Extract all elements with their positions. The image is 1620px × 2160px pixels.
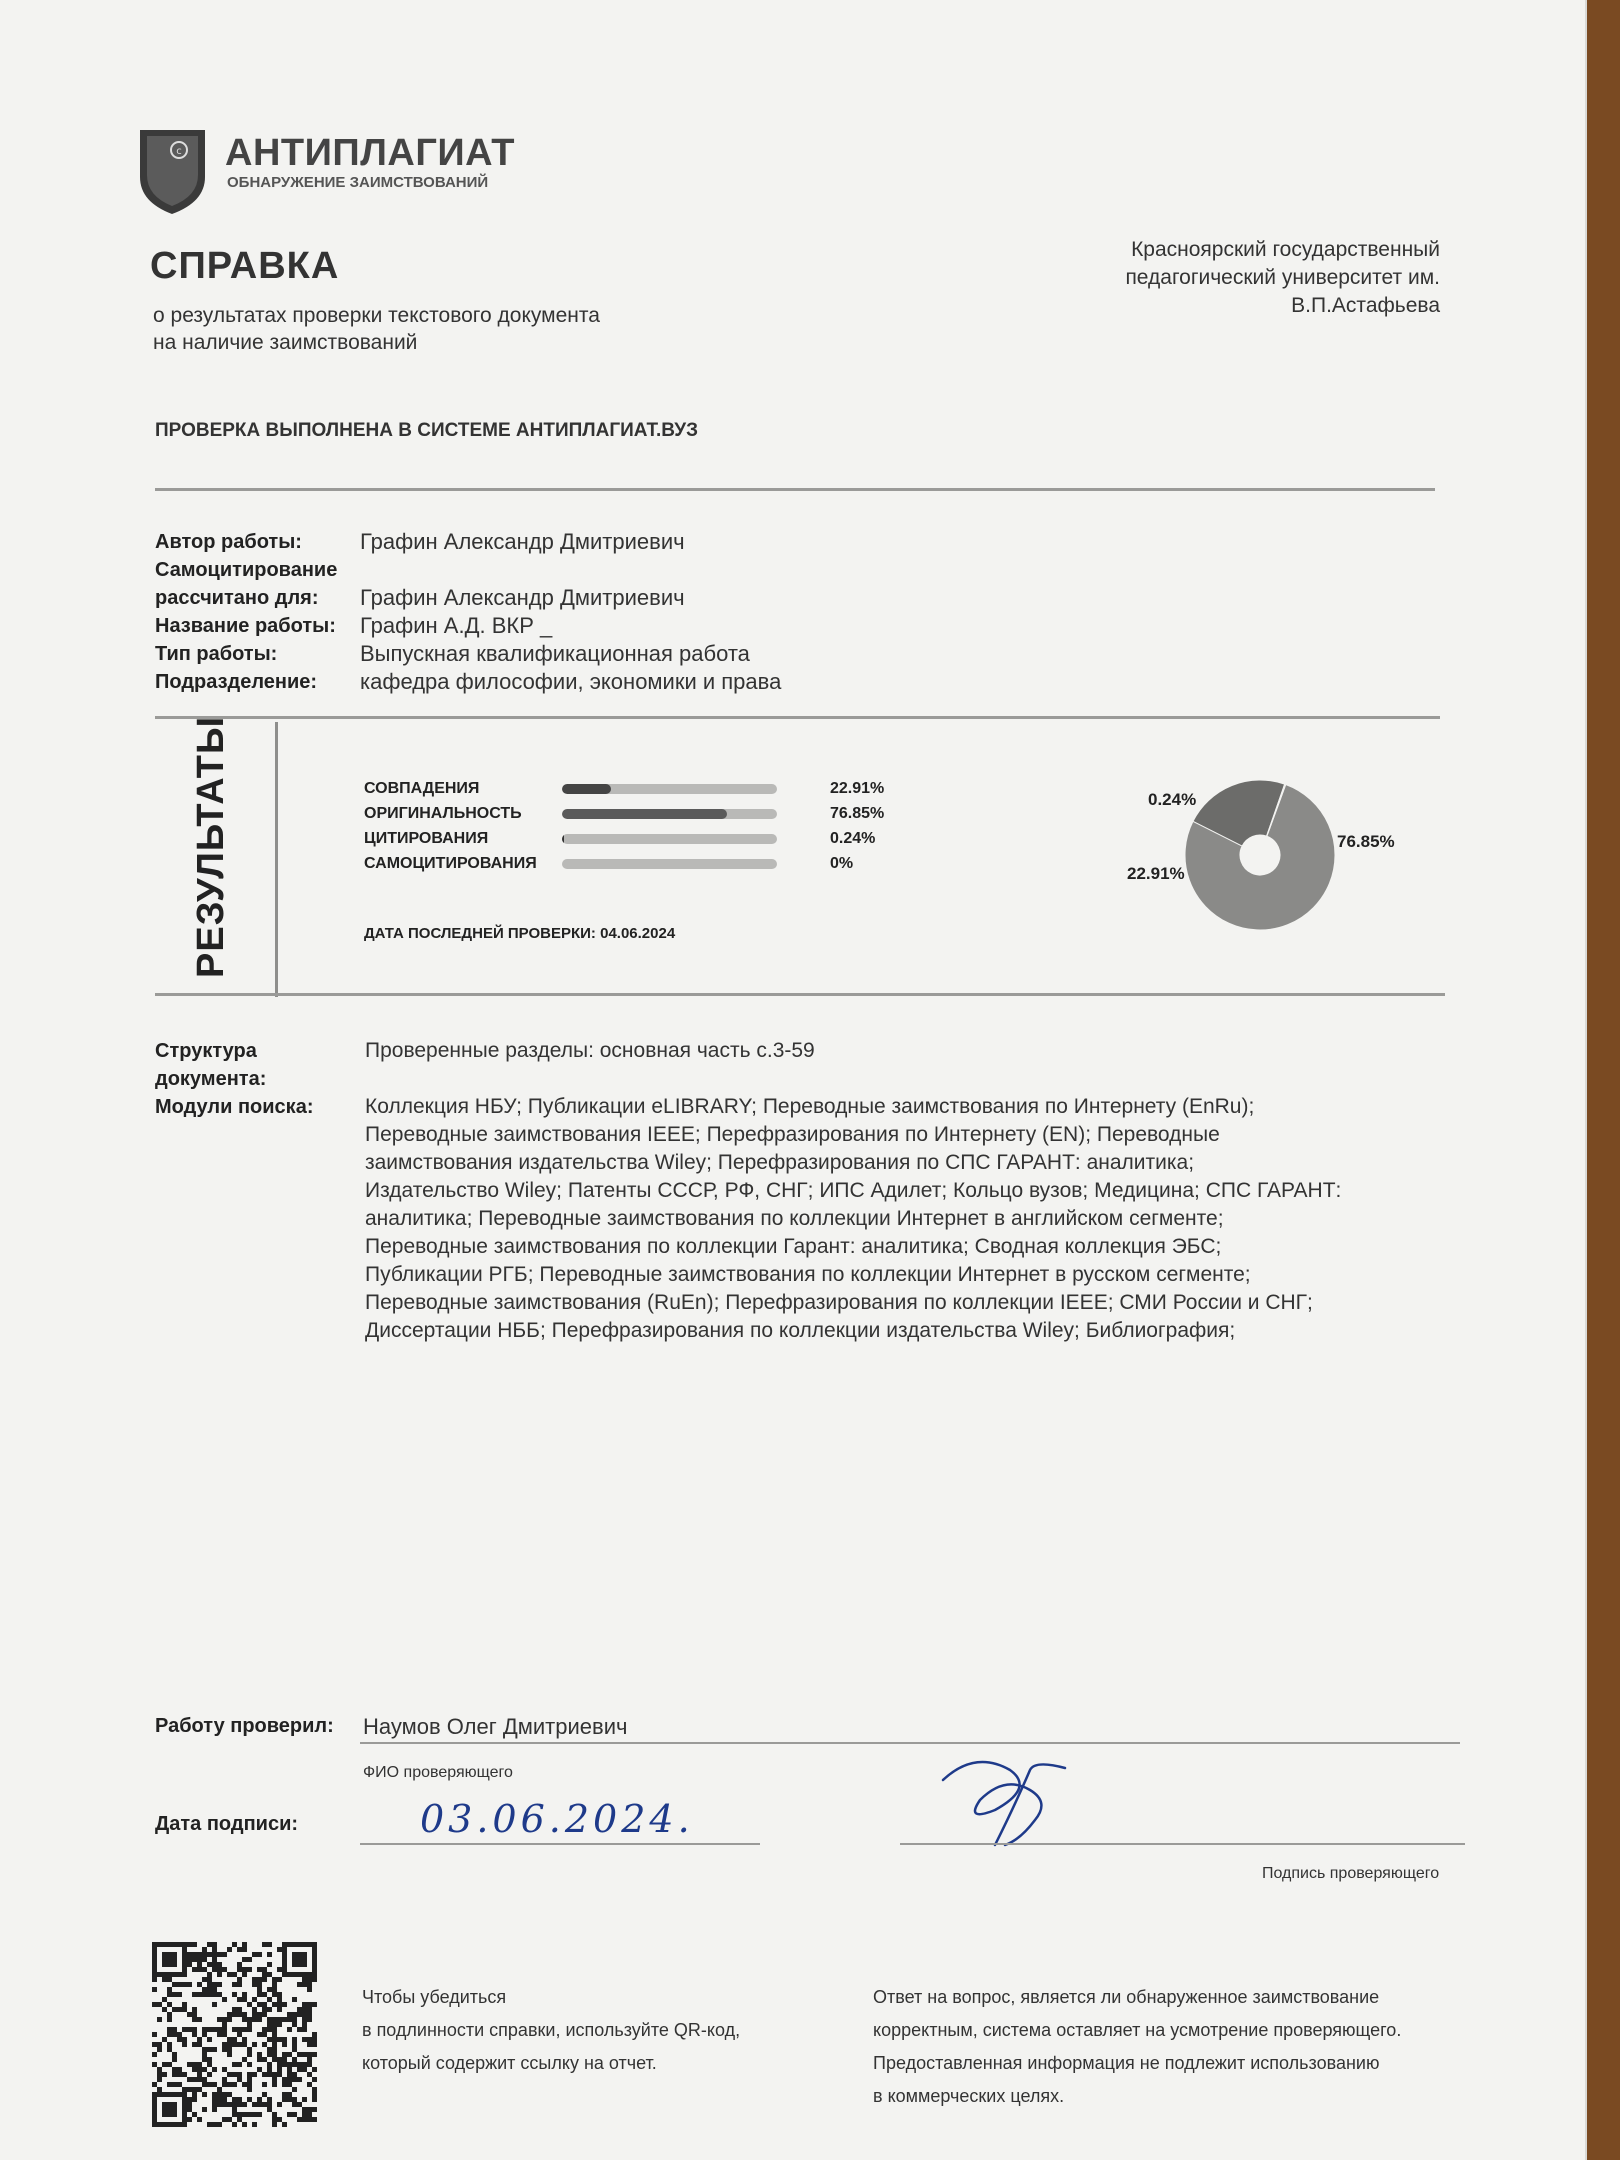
title-row: [155, 612, 1405, 640]
module-line: Коллекция НБУ; Публикации eLIBRARY; Переводные заимствования по Интернету (EnRu);: [365, 1095, 1255, 1118]
disclaimer-line: Предоставленная информация не подлежит использованию: [873, 2053, 1380, 2073]
divider: [155, 993, 1445, 996]
divider: [155, 488, 1435, 491]
metric-label: ЦИТИРОВАНИЯ: [364, 830, 489, 847]
type-row: [155, 640, 1405, 668]
type-label: Тип работы:: [155, 643, 278, 665]
pie-label-originality: 76.85%: [1337, 832, 1395, 851]
metric-bar-fill: [562, 809, 727, 819]
disclaimer-note: [873, 1981, 1401, 2113]
structure-section: [155, 1037, 1455, 1345]
author-label: Автор работы:: [155, 531, 302, 553]
shield-copyright-icon: [135, 122, 210, 217]
divider: [360, 1742, 1460, 1744]
metric-bar-fill: [562, 834, 564, 844]
module-line: Диссертации НББ; Перефразирования по коллекции издательства Wiley; Библиография;: [365, 1319, 1236, 1342]
structure-label-line: Структура: [155, 1040, 257, 1062]
type-value: Выпускная квалификационная работа: [360, 641, 750, 666]
dept-label: Подразделение:: [155, 671, 318, 693]
system-line: ПРОВЕРКА ВЫПОЛНЕНА В СИСТЕМЕ АНТИПЛАГИАТ.ВУЗ: [155, 420, 699, 441]
dept-value: кафедра философии, экономики и права: [360, 669, 782, 694]
structure-row: [155, 1037, 1455, 1093]
module-line: Переводные заимствования по коллекции Гарант: аналитика; Сводная коллекция ЭБС;: [365, 1235, 1222, 1258]
selfcite-label-2: рассчитано для:: [155, 587, 319, 609]
last-check-date: ДАТА ПОСЛЕДНЕЙ ПРОВЕРКИ: 04.06.2024: [364, 925, 676, 942]
qr-code-icon: [152, 1942, 317, 2127]
date-line: [360, 1843, 760, 1845]
signature-line: [900, 1843, 1465, 1845]
structure-value: Проверенные разделы: основная часть с.3-59: [365, 1039, 815, 1062]
checked-value: Наумов Олег Дмитриевич: [363, 1714, 628, 1739]
metric-value: 0.24%: [830, 830, 876, 847]
module-line: Переводные заимствования IEEE; Перефразирования по Интернету (EN); Переводные: [365, 1123, 1220, 1146]
logo-tagline: ОБНАРУЖЕНИЕ ЗАИМСТВОВАНИЙ: [227, 174, 489, 191]
doc-subtitle: [153, 302, 713, 356]
author-row: [155, 528, 1405, 556]
modules-label: Модули поиска:: [155, 1096, 314, 1118]
author-value: Графин Александр Дмитриевич: [360, 529, 685, 554]
structure-label: [155, 1037, 365, 1093]
verify-line: в подлинности справки, используйте QR-код,: [362, 2020, 741, 2040]
svg-text:c: c: [176, 146, 182, 157]
selfcite-label: Самоцитирование: [155, 559, 338, 581]
modules-list: [365, 1093, 1455, 1345]
signature-caption: Подпись проверяющего: [1262, 1865, 1440, 1882]
handwritten-date: 03.06.2024.: [420, 1797, 694, 1841]
results-heading: РЕЗУЛЬТАТЫ: [190, 715, 232, 978]
disclaimer-line: корректным, система оставляет на усмотрение проверяющего.: [873, 2020, 1402, 2040]
metric-label: ОРИГИНАЛЬНОСТЬ: [364, 805, 522, 822]
metric-value: 76.85%: [830, 805, 885, 822]
title-value: Графин А.Д. ВКР _: [360, 613, 553, 638]
metric-bar: [562, 784, 777, 794]
modules-row: [155, 1093, 1455, 1345]
module-line: Издательство Wiley; Патенты СССР, РФ, СНГ; ИПС Адилет; Кольцо вузов; Медицина; СПС ГАРАНТ:: [365, 1179, 1342, 1202]
verify-line: который содержит ссылку на отчет.: [362, 2053, 657, 2073]
selfcite-row-2: [155, 584, 1405, 612]
selfcite-row: [155, 556, 1405, 584]
results-separator: [275, 722, 278, 997]
module-line: Переводные заимствования (RuEn); Перефразирования по коллекции IEEE; СМИ России и СНГ;: [365, 1291, 1313, 1314]
info-section: [155, 528, 1405, 696]
disclaimer-line: Ответ на вопрос, является ли обнаруженное заимствование: [873, 1987, 1380, 2007]
metric-value: 22.91%: [830, 780, 885, 797]
subtitle-line: на наличие заимствований: [153, 331, 418, 354]
org-line: Красноярский государственный: [1131, 238, 1440, 261]
disclaimer-line: в коммерческих целях.: [873, 2086, 1065, 2106]
pie-label-citations: 0.24%: [1148, 790, 1197, 809]
org-line: педагогический университет им.: [1125, 266, 1440, 289]
signature-icon: [935, 1750, 1085, 1850]
verify-line: Чтобы убедиться: [362, 1987, 507, 2007]
org-line: В.П.Астафьева: [1291, 294, 1440, 317]
logo-name: АНТИПЛАГИАТ: [225, 132, 515, 174]
metric-value: 0%: [830, 855, 854, 872]
verify-note: [362, 1981, 740, 2080]
organization: [1020, 236, 1440, 320]
metric-bar: [562, 834, 777, 844]
date-label: Дата подписи:: [155, 1813, 299, 1835]
fio-caption: ФИО проверяющего: [363, 1764, 513, 1781]
checked-label: Работу проверил:: [155, 1715, 334, 1737]
pie-chart: [1180, 775, 1340, 935]
module-line: аналитика; Переводные заимствования по коллекции Интернет в английском сегменте;: [365, 1207, 1224, 1230]
module-line: Публикации РГБ; Переводные заимствования по коллекции Интернет в русском сегменте;: [365, 1263, 1251, 1286]
divider: [155, 716, 1440, 719]
metric-bar: [562, 859, 777, 869]
pie-label-matches: 22.91%: [1127, 864, 1185, 883]
metric-bar-fill: [562, 784, 611, 794]
selfcite-value: Графин Александр Дмитриевич: [360, 585, 685, 610]
module-line: заимствования издательства Wiley; Перефразирования по СПС ГАРАНТ: аналитика;: [365, 1151, 1195, 1174]
metric-label: СОВПАДЕНИЯ: [364, 780, 480, 797]
doc-title: СПРАВКА: [150, 245, 340, 287]
subtitle-line: о результатах проверки текстового документа: [153, 304, 600, 327]
metric-label: САМОЦИТИРОВАНИЯ: [364, 855, 537, 872]
title-label: Название работы:: [155, 615, 336, 637]
dept-row: [155, 668, 1405, 696]
structure-label-line: документа:: [155, 1068, 267, 1090]
metric-bar: [562, 809, 777, 819]
